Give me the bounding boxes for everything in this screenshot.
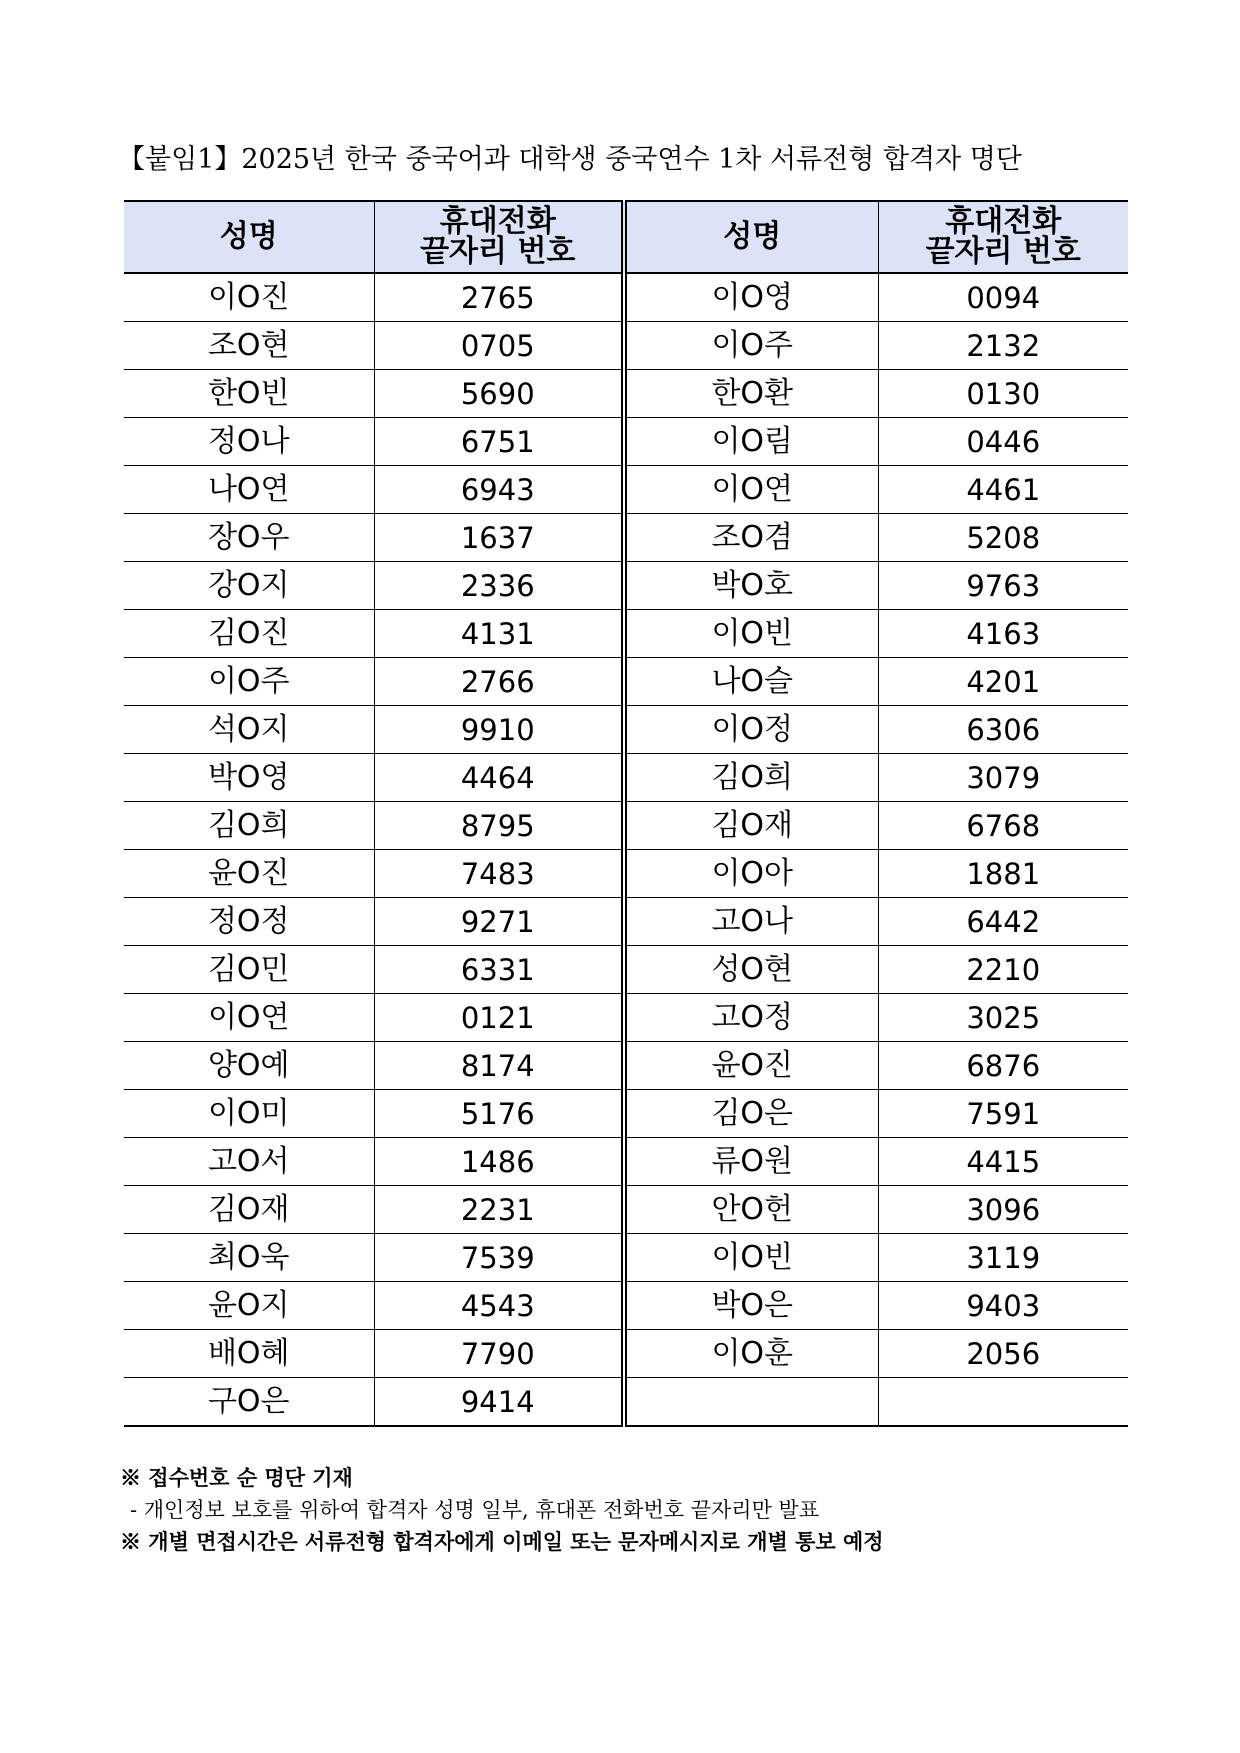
name-cell: 고O나 bbox=[624, 898, 878, 946]
phone-cell: 0094 bbox=[878, 273, 1128, 322]
phone-cell: 2765 bbox=[374, 273, 624, 322]
name-cell: 박O호 bbox=[624, 562, 878, 610]
note-privacy: - 개인정보 보호를 위하여 합격자 성명 일부, 휴대폰 전화번호 끝자리만 발표 bbox=[130, 1498, 820, 1522]
table-row bbox=[124, 1042, 1128, 1090]
phone-cell: 0446 bbox=[878, 418, 1128, 466]
table-body bbox=[124, 273, 1128, 1426]
name-cell: 이O미 bbox=[124, 1090, 374, 1138]
name-cell: 이O림 bbox=[624, 418, 878, 466]
table-row bbox=[124, 514, 1128, 562]
name-cell: 이O주 bbox=[624, 322, 878, 370]
note-interview: ※ 개별 면접시간은 서류전형 합격자에게 이메일 또는 문자메시지로 개별 통보 예정 bbox=[120, 1529, 884, 1554]
phone-cell: 2766 bbox=[374, 658, 624, 706]
name-cell: 이O빈 bbox=[624, 1234, 878, 1282]
name-cell: 이O아 bbox=[624, 850, 878, 898]
phone-cell: 9271 bbox=[374, 898, 624, 946]
phone-cell: 4131 bbox=[374, 610, 624, 658]
phone-cell: 5208 bbox=[878, 514, 1128, 562]
phone-cell: 6306 bbox=[878, 706, 1128, 754]
name-cell: 한O환 bbox=[624, 370, 878, 418]
table-row bbox=[124, 706, 1128, 754]
name-cell: 최O욱 bbox=[124, 1234, 374, 1282]
table-row bbox=[124, 1138, 1128, 1186]
table-row bbox=[124, 562, 1128, 610]
header-phone-left bbox=[374, 201, 624, 273]
document-title: 【붙임1】2025년 한국 중국어과 대학생 중국연수 1차 서류전형 합격자 명단 bbox=[118, 144, 1022, 175]
phone-cell: 4163 bbox=[878, 610, 1128, 658]
name-cell: 김O민 bbox=[124, 946, 374, 994]
name-cell: 조O겸 bbox=[624, 514, 878, 562]
name-cell: 김O재 bbox=[124, 1186, 374, 1234]
phone-cell: 4464 bbox=[374, 754, 624, 802]
table-row bbox=[124, 802, 1128, 850]
table-row bbox=[124, 322, 1128, 370]
phone-cell: 7591 bbox=[878, 1090, 1128, 1138]
name-cell: 김O희 bbox=[624, 754, 878, 802]
phone-cell: 7790 bbox=[374, 1330, 624, 1378]
header-name-left: 성명 bbox=[124, 201, 374, 273]
header-phone-line1: 휴대전화 bbox=[945, 204, 1062, 239]
phone-cell: 5176 bbox=[374, 1090, 624, 1138]
table-row bbox=[124, 466, 1128, 514]
table-row bbox=[124, 1330, 1128, 1378]
table-header-row bbox=[124, 201, 1128, 273]
name-cell: 장O우 bbox=[124, 514, 374, 562]
table-row bbox=[124, 1186, 1128, 1234]
phone-cell: 0130 bbox=[878, 370, 1128, 418]
phone-cell: 2210 bbox=[878, 946, 1128, 994]
name-cell: 이O빈 bbox=[624, 610, 878, 658]
phone-cell: 2056 bbox=[878, 1330, 1128, 1378]
phone-cell: 2336 bbox=[374, 562, 624, 610]
phone-cell: 3025 bbox=[878, 994, 1128, 1042]
phone-cell: 6768 bbox=[878, 802, 1128, 850]
notes-section bbox=[120, 1462, 1130, 1558]
phone-cell: 6442 bbox=[878, 898, 1128, 946]
phone-cell: 9414 bbox=[374, 1378, 624, 1427]
phone-cell: 3096 bbox=[878, 1186, 1128, 1234]
phone-cell: 3119 bbox=[878, 1234, 1128, 1282]
phone-cell: 9403 bbox=[878, 1282, 1128, 1330]
phone-cell: 7483 bbox=[374, 850, 624, 898]
name-cell: 양O예 bbox=[124, 1042, 374, 1090]
phone-cell: 4461 bbox=[878, 466, 1128, 514]
name-cell: 김O진 bbox=[124, 610, 374, 658]
phone-cell: 4415 bbox=[878, 1138, 1128, 1186]
name-cell: 석O지 bbox=[124, 706, 374, 754]
name-cell: 이O정 bbox=[624, 706, 878, 754]
phone-cell: 8174 bbox=[374, 1042, 624, 1090]
name-cell: 안O헌 bbox=[624, 1186, 878, 1234]
table-row bbox=[124, 610, 1128, 658]
name-cell: 고O정 bbox=[624, 994, 878, 1042]
table-row bbox=[124, 898, 1128, 946]
phone-cell: 6751 bbox=[374, 418, 624, 466]
table-row bbox=[124, 994, 1128, 1042]
phone-cell: 2231 bbox=[374, 1186, 624, 1234]
phone-cell: 1881 bbox=[878, 850, 1128, 898]
phone-cell: 6943 bbox=[374, 466, 624, 514]
name-cell: 고O서 bbox=[124, 1138, 374, 1186]
name-cell: 박O은 bbox=[624, 1282, 878, 1330]
name-cell bbox=[624, 1378, 878, 1427]
name-cell: 윤O진 bbox=[124, 850, 374, 898]
header-phone-line2: 끝자리 번호 bbox=[420, 234, 576, 269]
header-phone-right bbox=[878, 201, 1128, 273]
table-row bbox=[124, 370, 1128, 418]
name-cell: 성O현 bbox=[624, 946, 878, 994]
name-cell: 김O희 bbox=[124, 802, 374, 850]
name-cell: 강O지 bbox=[124, 562, 374, 610]
name-cell: 구O은 bbox=[124, 1378, 374, 1427]
name-cell: 이O훈 bbox=[624, 1330, 878, 1378]
table-row bbox=[124, 273, 1128, 322]
name-cell: 이O주 bbox=[124, 658, 374, 706]
table-row bbox=[124, 658, 1128, 706]
phone-cell: 1637 bbox=[374, 514, 624, 562]
name-cell: 이O영 bbox=[624, 273, 878, 322]
name-cell: 이O연 bbox=[624, 466, 878, 514]
name-cell: 나O연 bbox=[124, 466, 374, 514]
name-cell: 나O슬 bbox=[624, 658, 878, 706]
phone-cell: 6331 bbox=[374, 946, 624, 994]
name-cell: 이O연 bbox=[124, 994, 374, 1042]
phone-cell: 5690 bbox=[374, 370, 624, 418]
name-cell: 김O재 bbox=[624, 802, 878, 850]
table-row bbox=[124, 850, 1128, 898]
name-cell: 김O은 bbox=[624, 1090, 878, 1138]
header-phone-line1: 휴대전화 bbox=[439, 204, 556, 239]
name-cell: 정O나 bbox=[124, 418, 374, 466]
phone-cell: 6876 bbox=[878, 1042, 1128, 1090]
phone-cell: 7539 bbox=[374, 1234, 624, 1282]
name-cell: 한O빈 bbox=[124, 370, 374, 418]
table-row bbox=[124, 946, 1128, 994]
table-row bbox=[124, 418, 1128, 466]
table-row bbox=[124, 1282, 1128, 1330]
table-row bbox=[124, 754, 1128, 802]
phone-cell: 0121 bbox=[374, 994, 624, 1042]
phone-cell: 2132 bbox=[878, 322, 1128, 370]
name-cell: 류O원 bbox=[624, 1138, 878, 1186]
phone-cell: 4201 bbox=[878, 658, 1128, 706]
note-order: ※ 접수번호 순 명단 기재 bbox=[120, 1465, 353, 1490]
applicant-table bbox=[124, 200, 1128, 1427]
name-cell: 배O혜 bbox=[124, 1330, 374, 1378]
name-cell: 윤O지 bbox=[124, 1282, 374, 1330]
table-row bbox=[124, 1234, 1128, 1282]
name-cell: 정O정 bbox=[124, 898, 374, 946]
phone-cell: 0705 bbox=[374, 322, 624, 370]
header-name-right: 성명 bbox=[624, 201, 878, 273]
phone-cell bbox=[878, 1378, 1128, 1427]
table-row bbox=[124, 1378, 1128, 1427]
name-cell: 조O현 bbox=[124, 322, 374, 370]
header-phone-line2: 끝자리 번호 bbox=[925, 234, 1081, 269]
name-cell: 박O영 bbox=[124, 754, 374, 802]
phone-cell: 8795 bbox=[374, 802, 624, 850]
phone-cell: 9910 bbox=[374, 706, 624, 754]
applicant-table-wrapper bbox=[124, 200, 1128, 1427]
phone-cell: 3079 bbox=[878, 754, 1128, 802]
phone-cell: 1486 bbox=[374, 1138, 624, 1186]
phone-cell: 4543 bbox=[374, 1282, 624, 1330]
table-row bbox=[124, 1090, 1128, 1138]
name-cell: 윤O진 bbox=[624, 1042, 878, 1090]
name-cell: 이O진 bbox=[124, 273, 374, 322]
phone-cell: 9763 bbox=[878, 562, 1128, 610]
